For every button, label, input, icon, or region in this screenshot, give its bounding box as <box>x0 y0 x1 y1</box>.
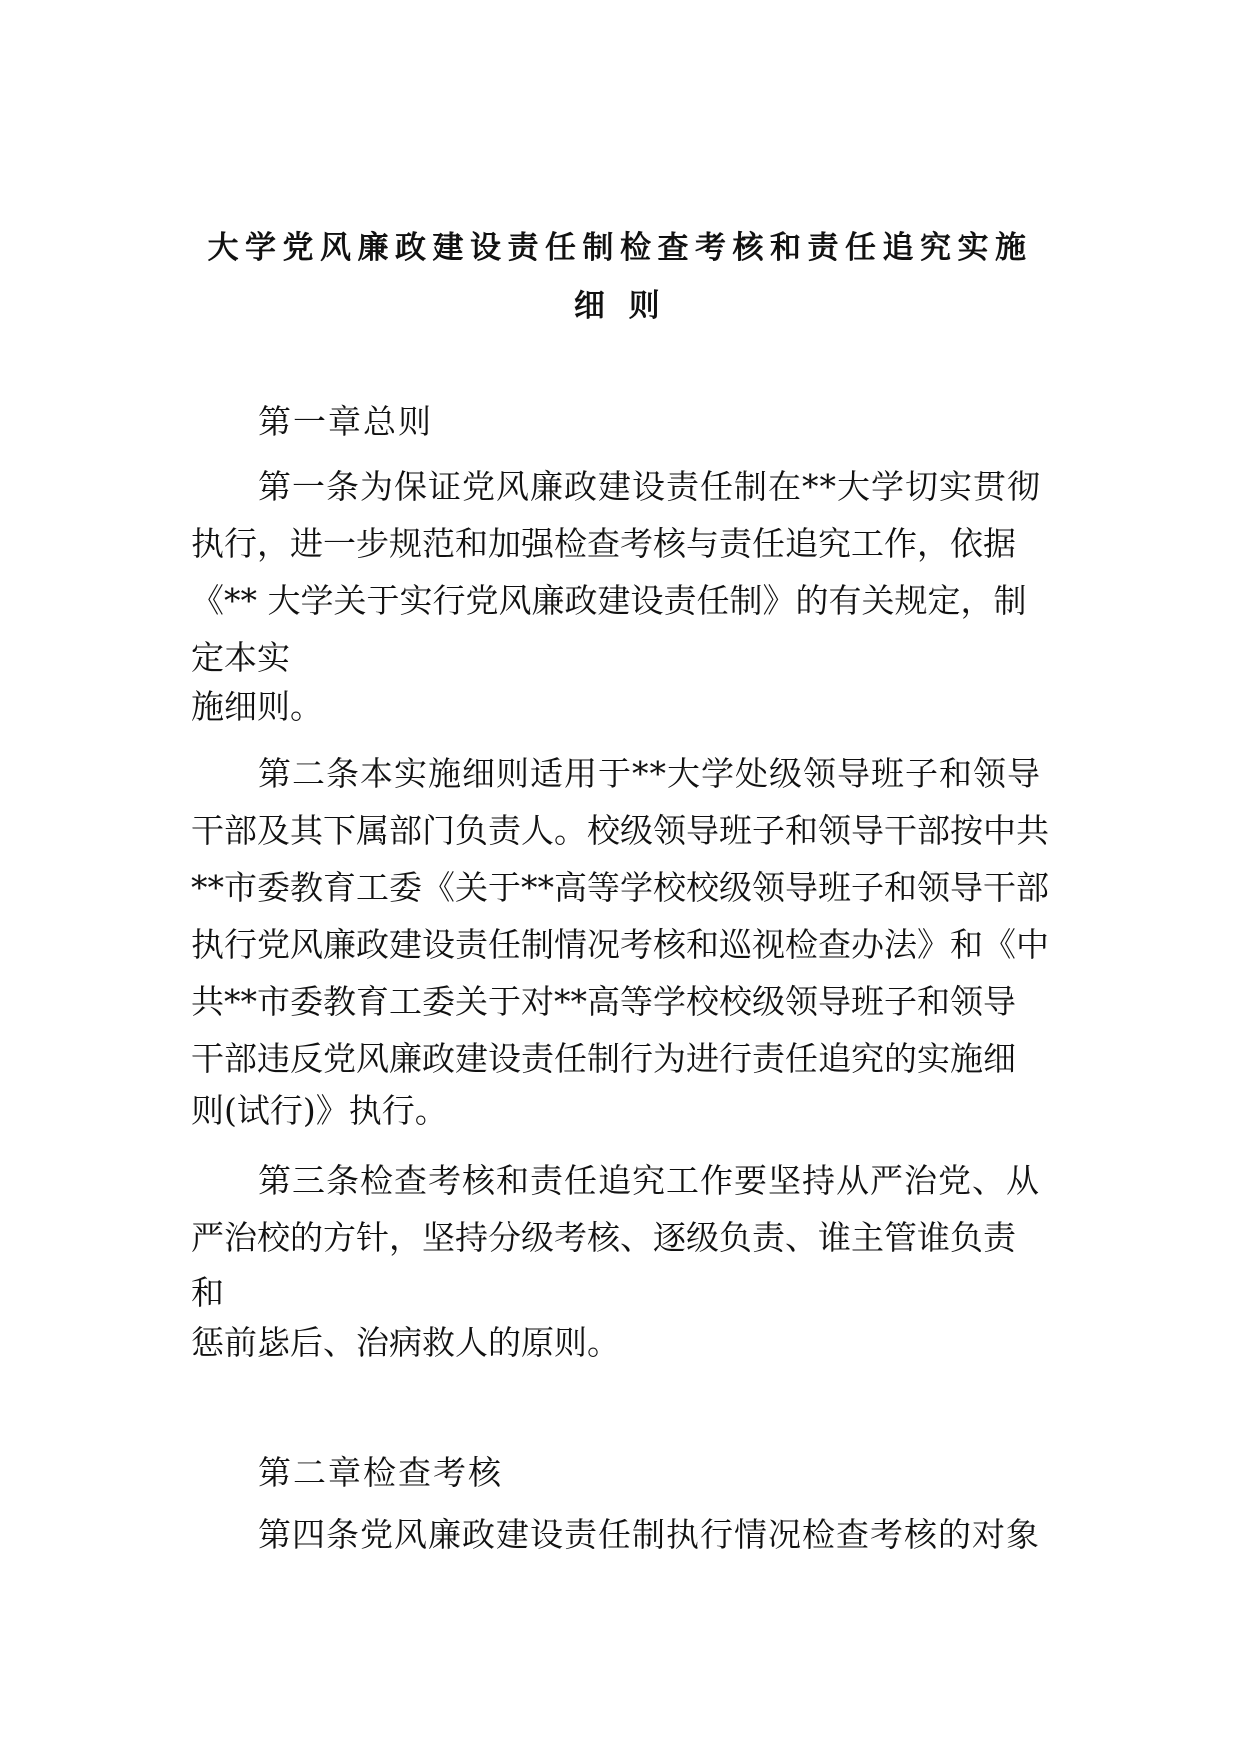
chapter-1-heading: 第一章总则 <box>258 402 433 441</box>
article-1-line: 定本实 <box>191 638 290 677</box>
article-2-line: 干部违反党风廉政建设责任制行为进行责任追究的实施细 <box>191 1039 1016 1078</box>
article-3-line: 第三条检查考核和责任追究工作要坚持从严治党、从 <box>258 1161 1040 1200</box>
article-2-line: 干部及其下属部门负责人。校级领导班子和领导干部按中共 <box>191 811 1049 850</box>
article-1-line: 第一条为保证党风廉政建设责任制在**大学切实贯彻 <box>258 467 1041 506</box>
article-2-line: 则(试行)》执行。 <box>191 1091 448 1130</box>
article-2-line: 共**市委教育工委关于对**高等学校校级领导班子和领导 <box>191 982 1016 1021</box>
document-title-line-2: 细 则 <box>573 288 667 324</box>
document-title-line-1: 大学党风廉政建设责任制检查考核和责任追究实施 <box>207 230 1033 266</box>
article-2-line: 第二条本实施细则适用于**大学处级领导班子和领导 <box>258 754 1041 793</box>
chapter-2-heading: 第二章检查考核 <box>258 1453 503 1492</box>
article-2-line: 执行党风廉政建设责任制情况考核和巡视检查办法》和《中 <box>191 925 1049 964</box>
article-1-line: 《** 大学关于实行党风廉政建设责任制》的有关规定，制 <box>191 581 1027 620</box>
article-3-line: 和 <box>191 1273 224 1312</box>
article-1-line: 执行，进一步规范和加强检查考核与责任追究工作，依据 <box>191 524 1016 563</box>
article-1-line: 施细则。 <box>191 687 323 726</box>
article-3-line: 严治校的方针，坚持分级考核、逐级负责、谁主管谁负责 <box>191 1218 1016 1257</box>
article-3-line: 惩前毖后、治病救人的原则。 <box>191 1323 620 1362</box>
article-4-line: 第四条党风廉政建设责任制执行情况检查考核的对象 <box>258 1515 1040 1554</box>
article-2-line: **市委教育工委《关于**高等学校校级领导班子和领导干部 <box>191 868 1049 907</box>
